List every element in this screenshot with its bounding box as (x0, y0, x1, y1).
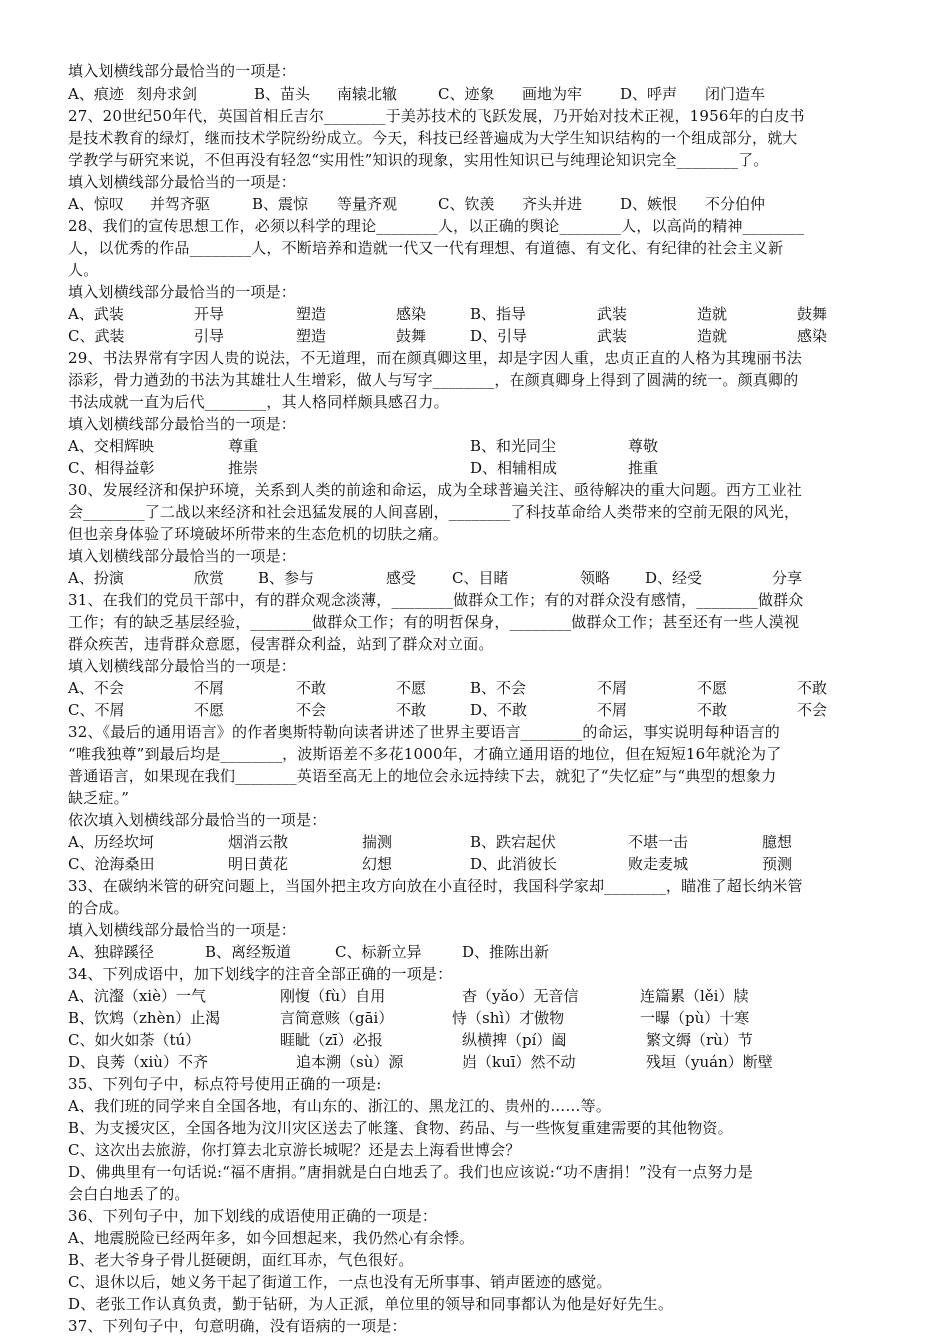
option-text: 不敢 (697, 701, 728, 719)
option-a: A、武装 (68, 305, 124, 323)
text-line: “唯我独尊”到最后均是________，波斯语差不多花1000年，才确立通用语的地位，但在短短16年就沦为了 (68, 745, 782, 763)
option-c: C、武装 (68, 327, 125, 345)
option-text: 不愿 (697, 679, 728, 697)
option-c: C、标新立异 (335, 943, 422, 961)
option-d: D、呼声 (620, 85, 678, 103)
option-a: A、独辟蹊径 (68, 943, 154, 961)
option-text: 睚眦（zī）必报 (280, 1031, 383, 1049)
option-text: 不堪一击 (628, 833, 689, 851)
option-a: A、沆瀣（xiè）一气 (68, 987, 206, 1005)
option-c: C、如火如荼（tú） (68, 1031, 201, 1049)
option-text: 岿（kuī）然不动 (462, 1053, 576, 1071)
option-text: 鼓舞 (797, 305, 828, 323)
option-text: 塑造 (296, 327, 327, 345)
question-27: 27、20世纪50年代，英国首相丘吉尔________于美苏技术的飞跃发展，乃开始对技术正视，1956年的白皮书 (68, 107, 805, 125)
text-line: 填入划横线部分最恰当的一项是： (68, 62, 297, 80)
option-text: 烟消云散 (228, 833, 289, 851)
option-text: 齐头并进 (522, 195, 583, 213)
option-a: A、扮演 (68, 569, 124, 587)
option-text: 预测 (762, 855, 793, 873)
question-36: 36、下列句子中，加下划线的成语使用正确的一项是： (68, 1207, 438, 1225)
question-34: 34、下列成语中，加下划线字的注音全部正确的一项是： (68, 965, 453, 983)
text-line: 普通语言，如果现在我们________英语至高无上的地位会永远持续下去，就犯了“失忆症”与“典型的想象力 (68, 767, 777, 785)
text-line: 人。 (68, 261, 99, 279)
option-text: 刚愎（fù）自用 (280, 987, 386, 1005)
option-d: D、嫉恨 (620, 195, 678, 213)
option-text: 等量齐观 (337, 195, 398, 213)
text-line: 会白白地丢了的。 (68, 1185, 190, 1203)
option-b: B、指导 (470, 305, 527, 323)
text-line: 依次填入划横线部分最恰当的一项是： (68, 811, 327, 829)
option-text: 言简意赅（gāi） (280, 1009, 394, 1027)
option-text: 画地为牢 (522, 85, 583, 103)
option-text: 开导 (194, 305, 225, 323)
option-a: A、交相辉映 (68, 437, 154, 455)
option-text: 败走麦城 (628, 855, 689, 873)
question-28: 28、我们的宣传思想工作，必须以科学的理论________人，以正确的舆论________人，以高尚的精神________ (68, 217, 805, 235)
text-line: 填入划横线部分最恰当的一项是： (68, 547, 297, 565)
text-line: 填入划横线部分最恰当的一项是： (68, 283, 297, 301)
option-c: C、迹象 (438, 85, 495, 103)
text-line: 学教学与研究来说，不但再没有轻忽“实用性”知识的现象，实用性知识已与纯理论知识完全________了。 (68, 151, 769, 169)
option-d: D、推陈出新 (462, 943, 550, 961)
option-text: 分享 (772, 569, 803, 587)
text-line: 书法成就一直为后代________，其人格同样颇具感召力。 (68, 393, 449, 411)
option-a: A、痕迹 (68, 85, 124, 103)
option-text: 恃（shì）才傲物 (452, 1009, 565, 1027)
option-text: 推重 (628, 459, 659, 477)
text-line: B、老大爷身子骨儿挺硬朗，面红耳赤，气色很好。 (68, 1251, 414, 1269)
text-line: 但也亲身体验了环境破坏所带来的生态危机的切肤之痛。 (68, 525, 449, 543)
option-text: 不愿 (194, 701, 225, 719)
option-text: 欣赏 (194, 569, 225, 587)
option-a: A、惊叹 (68, 195, 124, 213)
option-text: 造就 (697, 327, 728, 345)
option-text: 塑造 (296, 305, 327, 323)
text-line: 填入划横线部分最恰当的一项是： (68, 415, 297, 433)
option-b: B、跌宕起伏 (470, 833, 557, 851)
question-31: 31、在我们的党员干部中，有的群众观念淡薄，________做群众工作；有的对群众没有感情，________做群众 (68, 591, 804, 609)
option-text: 不会 (296, 701, 327, 719)
option-text: 幻想 (362, 855, 393, 873)
option-text: 领略 (580, 569, 611, 587)
option-text: 刻舟求剑 (137, 85, 198, 103)
option-text: 不分伯仲 (705, 195, 766, 213)
text-line: 缺乏症。” (68, 789, 130, 807)
question-29: 29、书法界常有字因人贵的说法，不无道理，而在颜真卿这里，却是字因人重，忠贞正直的人格为其瑰丽书法 (68, 349, 802, 367)
text-line: 是技术教育的绿灯，继而技术学院纷纷成立。今天，科技已经普遍成为大学生知识结构的一个组成部分，就大 (68, 129, 798, 147)
option-b: B、不会 (470, 679, 527, 697)
text-line: A、地震脱险已经两年多，如今回想起来，我仍然心有余悸。 (68, 1229, 475, 1247)
text-line: C、退休以后，她义务干起了街道工作，一点也没有无所事事、销声匿迹的感觉。 (68, 1273, 612, 1291)
option-b: B、参与 (258, 569, 315, 587)
text-line: 人，以优秀的作品________人，不断培养和造就一代又一代有理想、有道德、有文化、有纪律的社会主义新 (68, 239, 784, 257)
text-line: D、佛典里有一句话说:“福不唐捐。”唐捐就是白白地丢了。我们也应该说:“功不唐捐！”没有一点努力是 (68, 1163, 754, 1181)
option-text: 一曝（pù）十寒 (640, 1009, 750, 1027)
option-c: C、目睹 (452, 569, 509, 587)
option-d: D、此消彼长 (470, 855, 558, 873)
option-text: 引导 (194, 327, 225, 345)
option-d: D、不敢 (470, 701, 528, 719)
option-c: C、沧海桑田 (68, 855, 155, 873)
option-text: 尊敬 (628, 437, 659, 455)
question-30: 30、发展经济和保护环境，关系到人类的前途和命运，成为全球普遍关注、亟待解决的重大问题。西方工业社 (68, 481, 802, 499)
option-c: C、钦羡 (438, 195, 495, 213)
option-text: 南辕北辙 (337, 85, 398, 103)
option-text: 连篇累（lěi）牍 (640, 987, 749, 1005)
text-line: 填入划横线部分最恰当的一项是： (68, 173, 297, 191)
text-line: 填入划横线部分最恰当的一项是： (68, 921, 297, 939)
option-text: 纵横捭（pí）阖 (462, 1031, 567, 1049)
option-text: 不屑 (194, 679, 225, 697)
question-33: 33、在碳纳米管的研究问题上，当国外把主攻方向放在小直径时，我国科学家却________，瞄准了超长纳米管 (68, 877, 803, 895)
option-d: D、引导 (470, 327, 528, 345)
text-line: B、为支援灾区，全国各地为汶川灾区送去了帐篷、食物、药品、与一些恢复重建需要的其他物资。 (68, 1119, 733, 1137)
option-text: 不会 (797, 701, 828, 719)
text-line: D、老张工作认真负责，勤于钻研，为人正派，单位里的领导和同事都认为他是好好先生。 (68, 1295, 674, 1313)
text-line: 填入划横线部分最恰当的一项是： (68, 657, 297, 675)
option-text: 不屑 (597, 701, 628, 719)
question-35: 35、下列句子中，标点符号使用正确的一项是: (68, 1075, 382, 1093)
option-text: 不屑 (597, 679, 628, 697)
option-b: B、和光同尘 (470, 437, 557, 455)
option-a: A、历经坎坷 (68, 833, 154, 851)
text-line: 的合成。 (68, 899, 129, 917)
option-text: 残垣（yuán）断壁 (646, 1053, 773, 1071)
option-d: D、良莠（xiù）不齐 (68, 1053, 208, 1071)
question-37: 37、下列句子中，句意明确，没有语病的一项是： (68, 1317, 407, 1335)
option-text: 杳（yǎo）无音信 (462, 987, 579, 1005)
text-line: A、我们班的同学来自全国各地，有山东的、浙江的、黑龙江的、贵州的……等。 (68, 1097, 612, 1115)
option-d: D、经受 (645, 569, 703, 587)
option-text: 揣测 (362, 833, 393, 851)
question-32: 32、《最后的通用语言》的作者奥斯特勒向读者讲述了世界主要语言________的命运，事实说明每种语言的 (68, 723, 780, 741)
text-line: 群众疾苦，违背群众意愿，侵害群众利益，站到了群众对立面。 (68, 635, 494, 653)
option-b: B、饮鸩（zhèn）止渴 (68, 1009, 221, 1027)
option-text: 臆想 (762, 833, 793, 851)
option-text: 不敢 (396, 701, 427, 719)
text-line: 添彩，骨力遒劲的书法为其雄壮人生增彩，做人与写字________，在颜真卿身上得到了圆满的统一。颜真卿的 (68, 371, 799, 389)
option-text: 不敢 (797, 679, 828, 697)
option-text: 鼓舞 (396, 327, 427, 345)
text-line: 会________了二战以来经济和社会迅猛发展的人间喜剧，________了科技革命给人类带来的空前无限的风光， (68, 503, 800, 521)
option-c: C、不屑 (68, 701, 125, 719)
option-a: A、不会 (68, 679, 124, 697)
text-line: C、这次出去旅游，你打算去北京游长城呢？还是去上海看世博会？ (68, 1141, 521, 1159)
option-c: C、相得益彰 (68, 459, 155, 477)
option-text: 感染 (797, 327, 828, 345)
option-d: D、相辅相成 (470, 459, 558, 477)
option-b: B、苗头 (254, 85, 311, 103)
option-text: 繁文缛（rù）节 (646, 1031, 753, 1049)
option-text: 闭门造车 (705, 85, 766, 103)
option-text: 感染 (396, 305, 427, 323)
option-text: 推崇 (228, 459, 259, 477)
option-b: B、震惊 (252, 195, 309, 213)
option-b: B、离经叛道 (205, 943, 292, 961)
option-text: 追本溯（sù）源 (296, 1053, 404, 1071)
option-text: 明日黄花 (228, 855, 289, 873)
option-text: 尊重 (228, 437, 259, 455)
option-text: 不愿 (396, 679, 427, 697)
option-text: 武装 (597, 305, 628, 323)
text-line: 工作；有的缺乏基层经验，________做群众工作；有的明哲保身，________做群众工作；甚至还有一些人漠视 (68, 613, 800, 631)
option-text: 不敢 (296, 679, 327, 697)
option-text: 武装 (597, 327, 628, 345)
option-text: 感受 (386, 569, 417, 587)
option-text: 造就 (697, 305, 728, 323)
option-text: 并驾齐驱 (150, 195, 211, 213)
